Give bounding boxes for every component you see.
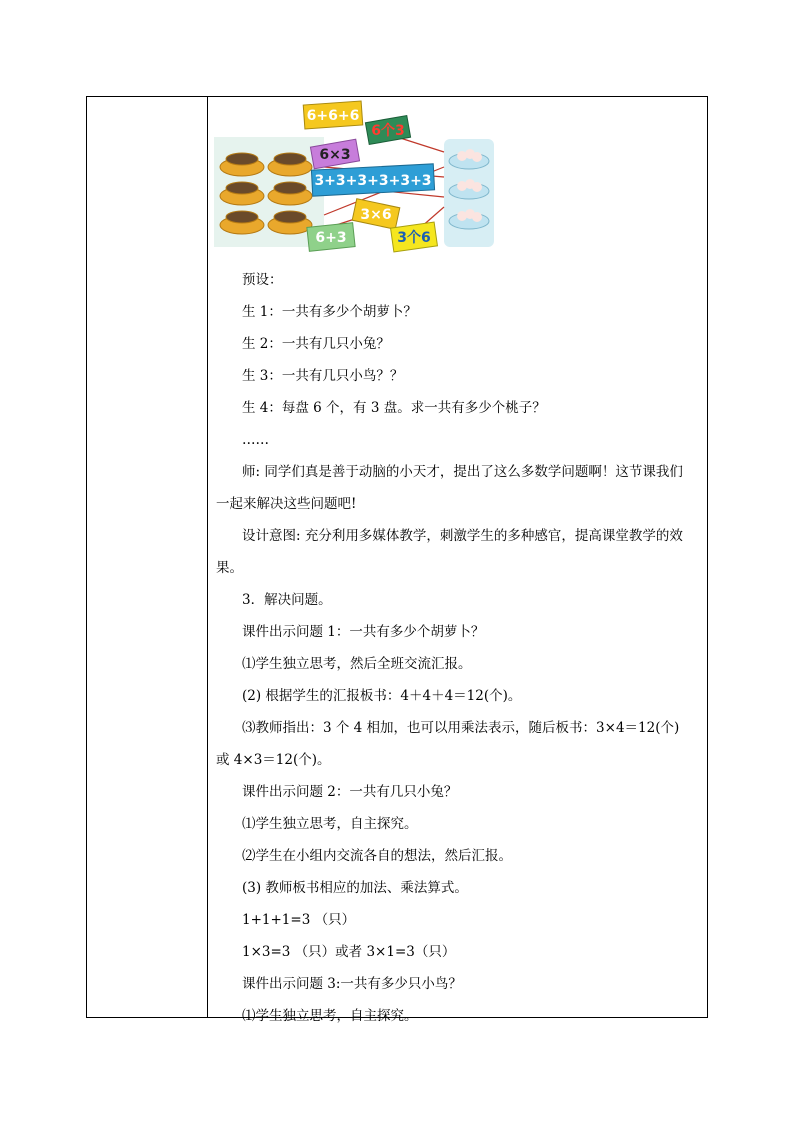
lesson-table <box>86 96 708 1024</box>
text-line: 1+1+1=3 （只） <box>242 912 356 928</box>
card-6+3 <box>307 223 355 252</box>
card-3x6-label: 3×6 <box>360 207 392 223</box>
card-3x6 <box>352 199 400 230</box>
card-6ge3 <box>365 116 410 145</box>
text-line: ⑴学生独立思考，自主探究。 <box>242 816 418 832</box>
text-line: 或 4×3＝12(个)。 <box>216 752 331 768</box>
card-3+3+3+3+3+3-label: 3+3+3+3+3+3 <box>314 173 432 189</box>
text-line: 设计意图: 充分利用多媒体教学，刺激学生的多种感官，提高课堂教学的效 <box>242 528 683 544</box>
card-6+6+6 <box>303 101 363 129</box>
card-6+6+6-label: 6+6+6 <box>306 108 360 124</box>
text-line: 生 4：每盘 6 个，有 3 盘。求一共有多少个桃子？ <box>242 400 546 416</box>
card-6+3-label: 6+3 <box>315 230 347 246</box>
text-line: ⑵学生在小组内交流各自的想法，然后汇报。 <box>242 848 512 864</box>
card-6x3-label: 6×3 <box>319 147 351 163</box>
table-left-column <box>87 97 208 1017</box>
text-line: 生 1：一共有多少个胡萝卜？ <box>242 304 417 320</box>
text-line: ⑴学生独立思考，然后全班交流汇报。 <box>242 656 472 672</box>
text-line: 课件出示问题 2：一共有几只小兔？ <box>242 784 458 800</box>
text-line: ⑶教师指出：3 个 4 相加，也可以用乘法表示，随后板书：3×4＝12(个) <box>242 720 680 736</box>
text-line: ⑴学生独立思考，自主探究。 <box>242 1008 418 1024</box>
text-line: 一起来解决这些问题吧! <box>216 496 357 512</box>
text-line: 师: 同学们真是善于动脑的小天才，提出了这么多数学问题啊！这节课我们 <box>242 464 683 480</box>
text-line: 果。 <box>216 560 243 576</box>
card-3ge6 <box>391 222 438 252</box>
text-line: 3．解决问题。 <box>242 592 332 608</box>
text-line: 课件出示问题 3:一共有多少只小鸟？ <box>242 976 462 992</box>
card-3ge6-label: 3个6 <box>397 230 431 246</box>
card-3+3+3+3+3+3 <box>311 164 434 196</box>
text-line: 1×3=3 （只）或者 3×1=3（只） <box>242 944 456 960</box>
text-line: (2) 根据学生的汇报板书：4＋4＋4＝12(个)。 <box>242 688 522 704</box>
text-line: 生 2：一共有几只小兔？ <box>242 336 390 352</box>
card-6ge3-label: 6个3 <box>371 123 405 139</box>
text-line: 课件出示问题 1：一共有多少个胡萝卜？ <box>242 624 485 640</box>
text-line: 生 3：一共有几只小鸟？？ <box>242 368 404 384</box>
table-right-column <box>208 97 707 1024</box>
plates <box>449 149 489 229</box>
text-line: …… <box>242 432 269 448</box>
matching-illustration <box>212 97 496 259</box>
text-line: (3) 教师板书相应的加法、乘法算式。 <box>242 880 468 896</box>
text-line: 预设： <box>242 272 283 288</box>
